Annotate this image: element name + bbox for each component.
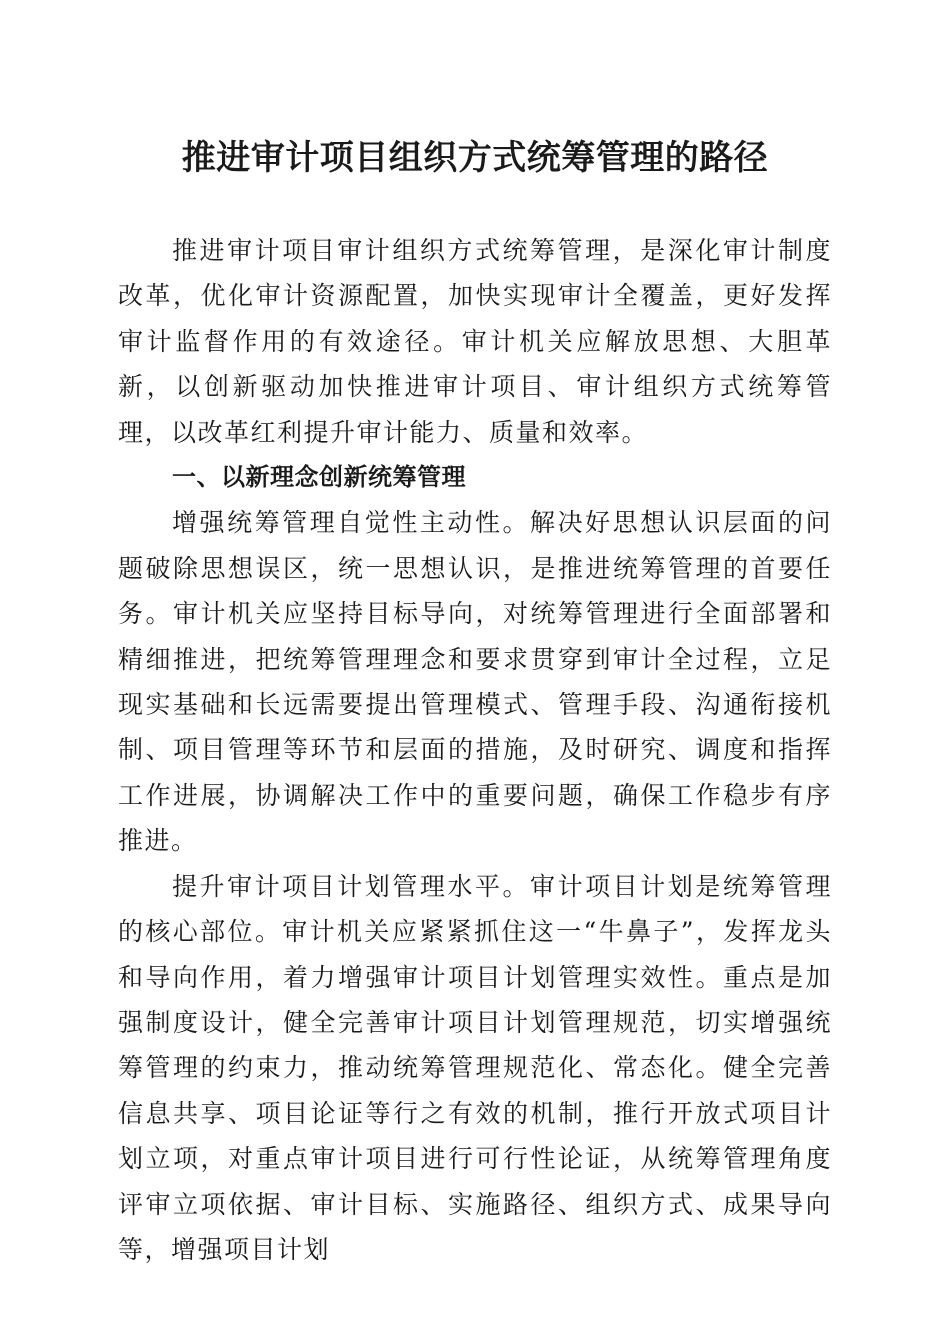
section1-paragraph-1: 增强统筹管理自觉性主动性。解决好思想认识层面的问题破除思想误区，统一思想认识，是推进统筹管理的首要任务。审计机关应坚持目标导向，对统筹管理进行全面部署和精细推进，把统筹管理理念和要求贯穿到审计全过程，立足现实基础和长远需要提出管理模式、管理手段、沟通衔接机制、项目管理等环节和层面的措施，及时研究、调度和指挥工作进展，协调解决工作中的重要问题，确保工作稳步有序推进。 xyxy=(118,508,832,856)
document-body xyxy=(118,228,832,1272)
intro-paragraph: 推进审计项目审计组织方式统筹管理，是深化审计制度改革，优化审计资源配置，加快实现审计全覆盖，更好发挥审计监督作用的有效途径。审计机关应解放思想、大胆革新，以创新驱动加快推进审计项目、审计组织方式统筹管理，以改革红利提升审计能力、质量和效率。 xyxy=(118,236,832,447)
document-title: 推进审计项目组织方式统筹管理的路径 xyxy=(181,138,769,178)
section1-paragraph-2: 提升审计项目计划管理水平。审计项目计划是统筹管理的核心部位。审计机关应紧紧抓住这一“牛鼻子”，发挥龙头和导向作用，着力增强审计项目计划管理实效性。重点是加强制度设计，健全完善审计项目计划管理规范，切实增强统筹管理的约束力，推动统筹管理规范化、常态化。健全完善信息共享、项目论证等行之有效的机制，推行开放式项目计划立项，对重点审计项目进行可行性论证，从统筹管理角度评审立项依据、审计目标、实施路径、组织方式、成果导向等，增强项目计划 xyxy=(118,871,832,1264)
section-heading-1: 一、以新理念创新统筹管理 xyxy=(172,463,466,492)
